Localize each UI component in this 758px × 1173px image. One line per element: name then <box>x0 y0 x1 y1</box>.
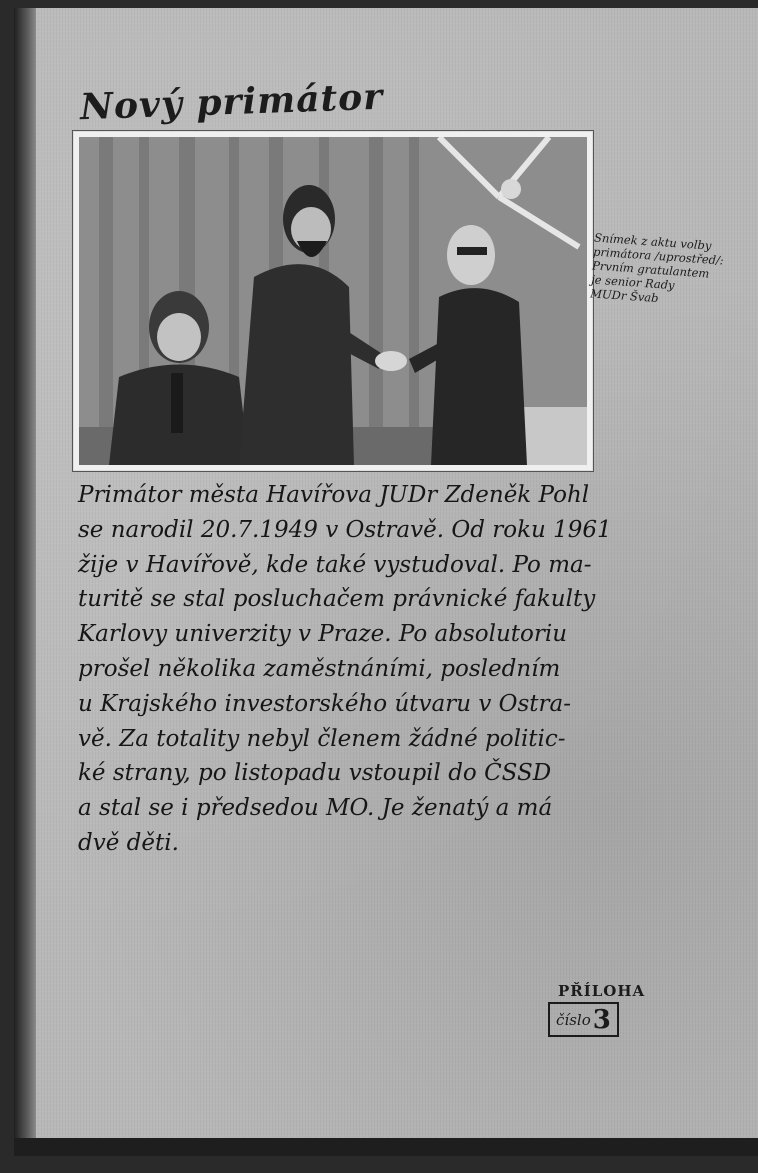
book-binding <box>14 8 36 1156</box>
article-body: Primátor města Havířova JUDr Zdeněk Pohl se narodil 20.7.1949 v Ostravě. Od roku 1961 žije v Havířově, kde také vystudoval. Po ma- turitě se stal posluchačem právnické fakulty Karlovy univerzity v Praze. Po absolutoriu prošel několika zaměstnáními, posledním u Krajského investorského útvaru v Ostra- vě. Za totality nebyl členem žádné politic- ké strany, po listopadu vstoupil do ČSSD a stal se i předsedou MO. Je ženatý a má dvě děti. <box>78 482 612 856</box>
priloha-stamp <box>548 982 658 1037</box>
priloha-number-box <box>548 1002 619 1037</box>
priloha-number: 3 <box>592 1005 611 1035</box>
photo-handshake-icon <box>79 137 587 465</box>
photo-frame <box>72 130 594 472</box>
scanned-page <box>14 8 758 1156</box>
priloha-label: PŘÍLOHA <box>558 982 646 1000</box>
cislo-label: číslo <box>556 1011 591 1029</box>
photo-caption: Snímek z aktu volby primátora /uprostřed/: Prvním gratulantem je senior Rady MUDr Švab <box>589 230 725 306</box>
page-title: Nový primátor <box>79 75 384 129</box>
page-bottom-edge <box>14 1138 758 1156</box>
